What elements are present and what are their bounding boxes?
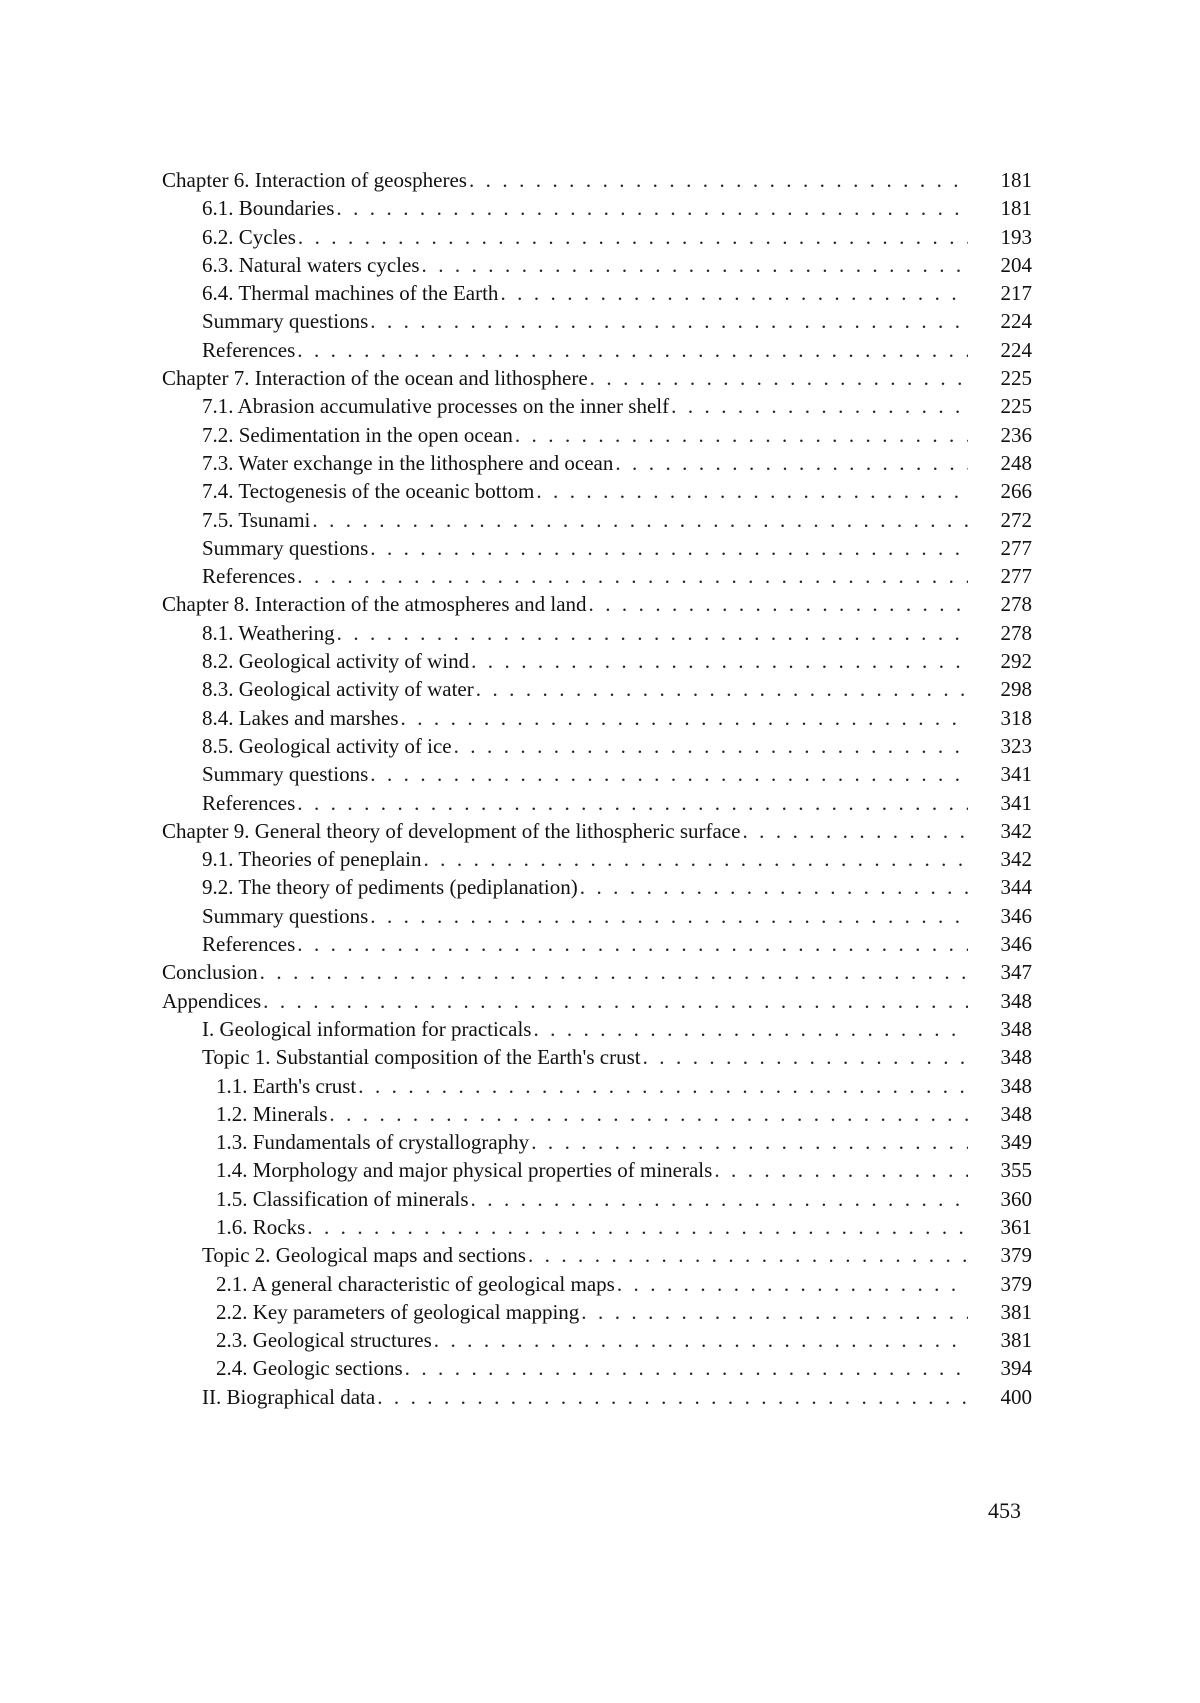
toc-entry — [162, 1326, 1032, 1354]
toc-entry — [162, 364, 1032, 392]
toc-entry-page: 381 — [1000, 1299, 1032, 1324]
toc-entry-page: 348 — [1000, 1101, 1032, 1126]
toc-entry-title: II. Biographical data — [202, 1384, 376, 1409]
toc-entry-page: 341 — [1000, 762, 1032, 787]
dot-leader — [263, 987, 968, 1015]
toc-entry-page: 318 — [1000, 705, 1032, 730]
toc-entry-page: 292 — [1000, 649, 1032, 674]
toc-entry — [162, 223, 1032, 251]
toc-entry — [162, 704, 1032, 732]
toc-entry-page: 400 — [1000, 1384, 1032, 1409]
toc-entry-title: Topic 1. Substantial composition of the Earth's crust — [202, 1045, 641, 1070]
dot-leader — [617, 1270, 968, 1298]
dot-leader — [401, 704, 968, 732]
dot-leader — [297, 789, 968, 817]
toc-entry-title: 2.4. Geologic sections — [216, 1356, 403, 1381]
toc-entry — [162, 1072, 1032, 1100]
toc-entry-title: 7.4. Tectogenesis of the oceanic bottom — [202, 479, 535, 504]
toc-entry-page: 248 — [1000, 450, 1032, 475]
toc-entry — [162, 1241, 1032, 1269]
toc-entry-page: 323 — [1000, 733, 1032, 758]
toc-entry-title: 1.2. Minerals — [216, 1101, 328, 1126]
toc-entry-page: 342 — [1000, 847, 1032, 872]
toc-entry-page: 349 — [1000, 1130, 1032, 1155]
toc-entry-title: 1.1. Earth's crust — [216, 1073, 357, 1098]
toc-entry-page: 224 — [1000, 337, 1032, 362]
toc-entry-page: 193 — [1000, 224, 1032, 249]
toc-entry-title: 2.2. Key parameters of geological mapping — [216, 1299, 580, 1324]
toc-entry — [162, 1185, 1032, 1213]
toc-entry-page: 379 — [1000, 1243, 1032, 1268]
toc-entry-title: 7.1. Abrasion accumulative processes on the inner shelf — [202, 394, 670, 419]
toc-entry-title: Chapter 8. Interaction of the atmospheres and land — [162, 592, 587, 617]
dot-leader — [581, 1298, 968, 1326]
toc-entry — [162, 506, 1032, 534]
toc-entry-title: 2.3. Geological structures — [216, 1328, 432, 1353]
toc-entry-title: Chapter 9. General theory of development of the lithospheric surface — [162, 818, 741, 843]
dot-leader — [370, 534, 968, 562]
toc-entry-title: 1.4. Morphology and major physical properties of minerals — [216, 1158, 713, 1183]
dot-leader — [329, 1100, 968, 1128]
toc-entry-page: 236 — [1000, 422, 1032, 447]
toc-entry-page: 379 — [1000, 1271, 1032, 1296]
toc-entry — [162, 958, 1032, 986]
toc-entry-page: 381 — [1000, 1328, 1032, 1353]
dot-leader — [434, 1326, 968, 1354]
dot-leader — [370, 307, 968, 335]
dot-leader — [297, 930, 968, 958]
dot-leader — [528, 1241, 968, 1269]
toc-entry — [162, 1156, 1032, 1184]
dot-leader — [358, 1072, 968, 1100]
toc-entry-title: 8.2. Geological activity of wind — [202, 649, 470, 674]
toc-entry-page: 278 — [1000, 620, 1032, 645]
toc-entry — [162, 1213, 1032, 1241]
dot-leader — [260, 958, 968, 986]
toc-entry — [162, 392, 1032, 420]
toc-entry-title: 1.3. Fundamentals of crystallography — [216, 1130, 530, 1155]
toc-entry — [162, 421, 1032, 449]
toc-entry-title: 9.2. The theory of pediments (pediplanation) — [202, 875, 578, 900]
toc-entry-page: 348 — [1000, 1016, 1032, 1041]
toc-entry-page: 224 — [1000, 309, 1032, 334]
toc-entry-page: 361 — [1000, 1214, 1032, 1239]
table-of-contents — [162, 166, 1032, 1411]
toc-entry — [162, 307, 1032, 335]
dot-leader — [370, 902, 968, 930]
toc-entry — [162, 732, 1032, 760]
dot-leader — [671, 392, 968, 420]
toc-entry — [162, 1100, 1032, 1128]
toc-entry — [162, 675, 1032, 703]
toc-entry — [162, 336, 1032, 364]
dot-leader — [297, 562, 968, 590]
dot-leader — [589, 590, 968, 618]
toc-entry-title: 6.4. Thermal machines of the Earth — [202, 281, 499, 306]
dot-leader — [297, 336, 968, 364]
dot-leader — [500, 279, 968, 307]
toc-entry-title: Chapter 6. Interaction of geospheres — [162, 168, 467, 192]
toc-entry — [162, 987, 1032, 1015]
toc-entry-title: 6.3. Natural waters cycles — [202, 252, 420, 277]
toc-entry-page: 394 — [1000, 1356, 1032, 1381]
toc-entry — [162, 590, 1032, 618]
toc-entry-title: 6.2. Cycles — [202, 224, 296, 249]
dot-leader — [471, 1185, 968, 1213]
toc-entry-page: 225 — [1000, 366, 1032, 391]
dot-leader — [536, 477, 968, 505]
dot-leader — [476, 675, 968, 703]
dot-leader — [405, 1354, 968, 1382]
dot-leader — [643, 1043, 968, 1071]
toc-entry — [162, 194, 1032, 222]
toc-entry-title: 7.3. Water exchange in the lithosphere and ocean — [202, 450, 614, 475]
toc-entry-title: Summary questions — [202, 903, 369, 928]
toc-entry-title: References — [202, 790, 296, 815]
toc-entry-title: 1.5. Classification of minerals — [216, 1186, 469, 1211]
dot-leader — [533, 1015, 968, 1043]
toc-entry-page: 347 — [1000, 960, 1032, 985]
toc-entry — [162, 449, 1032, 477]
toc-entry — [162, 534, 1032, 562]
toc-entry-title: References — [202, 932, 296, 957]
toc-entry — [162, 251, 1032, 279]
toc-entry-title: Summary questions — [202, 309, 369, 334]
toc-entry-page: 181 — [1000, 196, 1032, 221]
toc-entry — [162, 760, 1032, 788]
toc-entry-title: Chapter 7. Interaction of the ocean and lithosphere — [162, 366, 588, 391]
page-number: 453 — [988, 1498, 1021, 1523]
dot-leader — [377, 1383, 968, 1411]
toc-entry-title: References — [202, 564, 296, 589]
toc-entry-title: 1.6. Rocks — [216, 1214, 306, 1239]
toc-entry-title: 8.3. Geological activity of water — [202, 677, 474, 702]
toc-entry — [162, 845, 1032, 873]
toc-entry — [162, 1383, 1032, 1411]
toc-entry — [162, 562, 1032, 590]
toc-entry — [162, 902, 1032, 930]
toc-entry-title: 8.5. Geological activity of ice — [202, 733, 452, 758]
toc-entry-page: 360 — [1000, 1186, 1032, 1211]
toc-entry-title: 9.1. Theories of peneplain — [202, 847, 422, 872]
toc-entry — [162, 647, 1032, 675]
dot-leader — [714, 1156, 968, 1184]
toc-entry — [162, 166, 1032, 194]
toc-entry-title: 8.1. Weathering — [202, 620, 335, 645]
toc-entry-title: Conclusion — [162, 960, 258, 985]
dot-leader — [336, 194, 968, 222]
toc-entry — [162, 789, 1032, 817]
toc-entry-title: Appendices — [162, 988, 262, 1013]
dot-leader — [454, 732, 968, 760]
toc-entry-title: Summary questions — [202, 535, 369, 560]
toc-entry — [162, 930, 1032, 958]
dot-leader — [312, 506, 968, 534]
toc-entry — [162, 1043, 1032, 1071]
toc-entry-title: 8.4. Lakes and marshes — [202, 705, 399, 730]
dot-leader — [370, 760, 968, 788]
toc-entry-page: 348 — [1000, 1045, 1032, 1070]
toc-entry-page: 277 — [1000, 535, 1032, 560]
toc-entry-page: 342 — [1000, 818, 1032, 843]
dot-leader — [471, 647, 968, 675]
toc-entry-page: 344 — [1000, 875, 1032, 900]
toc-entry-page: 298 — [1000, 677, 1032, 702]
toc-entry-title: 7.5. Tsunami — [202, 507, 311, 532]
toc-entry-title: References — [202, 337, 296, 362]
toc-entry-page: 277 — [1000, 564, 1032, 589]
toc-entry — [162, 1354, 1032, 1382]
toc-entry — [162, 619, 1032, 647]
toc-entry-page: 355 — [1000, 1158, 1032, 1183]
dot-leader — [515, 421, 968, 449]
dot-leader — [531, 1128, 968, 1156]
toc-entry-page: 346 — [1000, 932, 1032, 957]
toc-entry-page: 348 — [1000, 988, 1032, 1013]
toc-entry — [162, 477, 1032, 505]
toc-entry — [162, 279, 1032, 307]
dot-leader — [337, 619, 968, 647]
dot-leader — [590, 364, 968, 392]
dot-leader — [580, 873, 968, 901]
toc-entry — [162, 1015, 1032, 1043]
toc-entry-page: 266 — [1000, 479, 1032, 504]
toc-entry-title: Topic 2. Geological maps and sections — [202, 1243, 526, 1268]
toc-entry-title: Summary questions — [202, 762, 369, 787]
dot-leader — [307, 1213, 968, 1241]
toc-entry-page: 341 — [1000, 790, 1032, 815]
toc-entry-title: 2.1. A general characteristic of geological maps — [216, 1271, 615, 1296]
dot-leader — [469, 166, 968, 194]
toc-entry — [162, 1128, 1032, 1156]
dot-leader — [422, 251, 969, 279]
toc-entry-title: 6.1. Boundaries — [202, 196, 335, 221]
toc-entry-page: 225 — [1000, 394, 1032, 419]
toc-entry-page: 348 — [1000, 1073, 1032, 1098]
toc-entry — [162, 817, 1032, 845]
toc-entry — [162, 1298, 1032, 1326]
toc-entry-page: 204 — [1000, 252, 1032, 277]
toc-entry-title: 7.2. Sedimentation in the open ocean — [202, 422, 513, 447]
toc-entry-page: 346 — [1000, 903, 1032, 928]
toc-entry-page: 217 — [1000, 281, 1032, 306]
toc-entry-page: 181 — [1000, 168, 1032, 192]
dot-leader — [615, 449, 968, 477]
toc-entry-page: 278 — [1000, 592, 1032, 617]
dot-leader — [742, 817, 968, 845]
dot-leader — [298, 223, 968, 251]
dot-leader — [423, 845, 968, 873]
toc-entry-page: 272 — [1000, 507, 1032, 532]
toc-entry-title: I. Geological information for practicals — [202, 1016, 532, 1041]
toc-entry — [162, 873, 1032, 901]
toc-entry — [162, 1270, 1032, 1298]
